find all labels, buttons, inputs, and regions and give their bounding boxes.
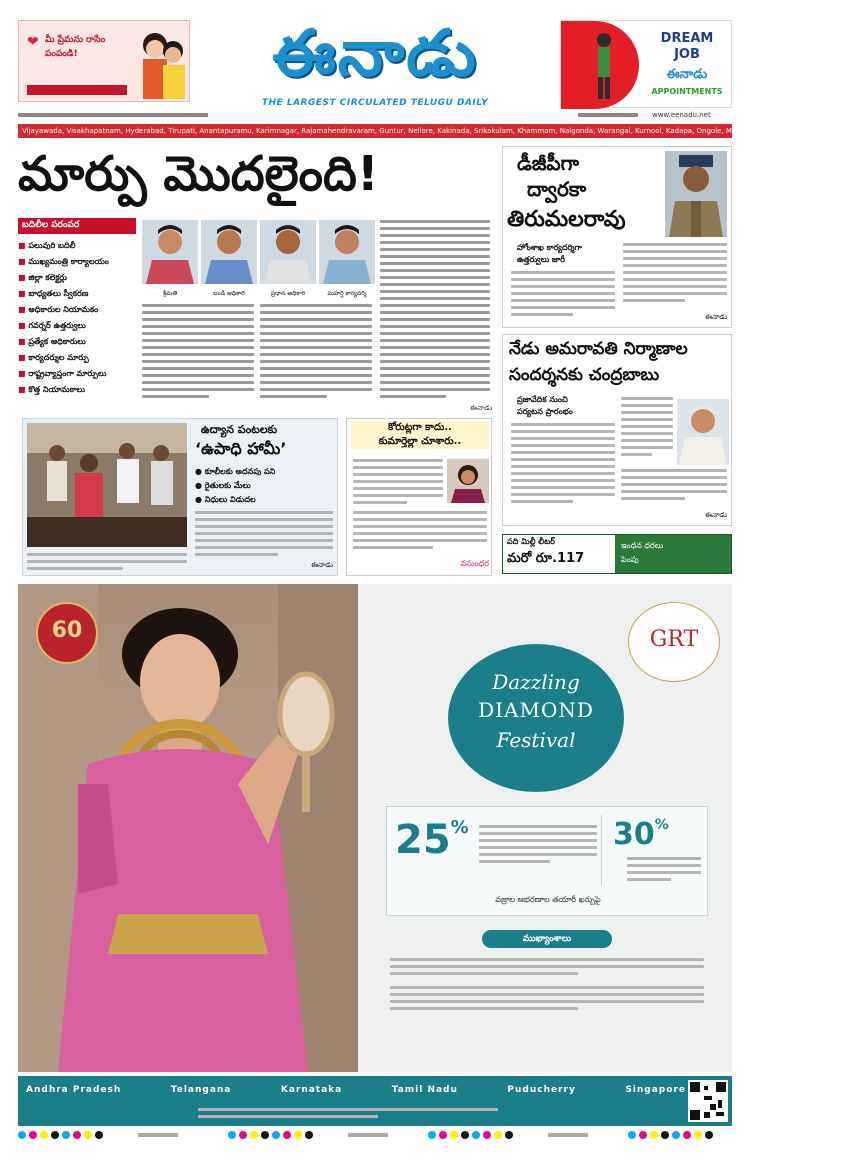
sidebar-item-label: గవర్నర్ ఉత్తర్వులు xyxy=(28,321,86,330)
registration-dot xyxy=(294,1131,302,1139)
registration-dot xyxy=(650,1131,658,1139)
registration-dot xyxy=(472,1131,480,1139)
masthead-title: ఈనాడు xyxy=(272,17,478,91)
region-label: Andhra Pradesh xyxy=(26,1085,122,1095)
sidebar-item xyxy=(18,286,136,302)
sidebar-item-label: బాధ్యతలు స్వీకరణ xyxy=(28,289,89,298)
registration-bar xyxy=(348,1133,388,1137)
official-photo xyxy=(201,220,257,298)
qr-code[interactable] xyxy=(688,1080,728,1122)
horticulture-kicker: ఉద్యాన పంటలకు xyxy=(201,423,278,436)
official-photo xyxy=(319,220,375,298)
column-body-1 xyxy=(353,459,443,508)
dateline-strip xyxy=(18,110,732,120)
horticulture-bullet: ● రైతులకు మేలు xyxy=(195,481,251,490)
amaravati-headline-1: నేడు అమరావతి నిర్మాణాల xyxy=(509,339,688,359)
registration-dot xyxy=(661,1131,669,1139)
price-left xyxy=(503,535,615,573)
registration-bar xyxy=(138,1133,178,1137)
price-note-2: పెంపు xyxy=(621,555,639,564)
festival-circle xyxy=(448,644,624,792)
official-photo xyxy=(260,220,316,298)
registration-dot xyxy=(694,1131,702,1139)
registration-bar xyxy=(548,1133,588,1137)
dgp-photo xyxy=(665,151,727,237)
meeting-photo xyxy=(27,423,187,547)
region-label: Telangana xyxy=(170,1085,232,1095)
registration-dot xyxy=(428,1131,436,1139)
sidebar-item xyxy=(18,254,136,270)
offer-note: వజ్రాల ఆభరణాల తయారీ ఖర్చుపై xyxy=(495,895,601,904)
jewellery-ad[interactable] xyxy=(18,584,732,1072)
photo-caption: శ్రీమతి xyxy=(162,290,178,297)
lead-signoff: ఈనాడు xyxy=(470,404,492,412)
festival-line1: Dazzling xyxy=(492,670,580,694)
horticulture-bullets xyxy=(195,465,335,507)
lead-headline: మార్పు మొదలైంది! xyxy=(18,146,379,202)
dgp-body-2 xyxy=(623,243,727,306)
column-footer-brand: వసుంధర xyxy=(460,559,489,568)
registration-dot xyxy=(250,1131,258,1139)
amaravati-body-1 xyxy=(511,423,615,507)
lead-body-col3 xyxy=(380,220,490,402)
registration-dot xyxy=(51,1131,59,1139)
highlights-box xyxy=(386,930,708,1030)
anniversary-badge xyxy=(36,602,98,664)
person-icon xyxy=(589,31,619,101)
highlights-row2 xyxy=(390,986,704,1014)
price-label-bottom: మరో రూ.117 xyxy=(507,551,585,566)
registration-dot xyxy=(705,1131,713,1139)
sidebar-item xyxy=(18,238,136,254)
price-note-1: ఇంధన ధరలు xyxy=(621,541,664,550)
dgp-signoff: ఈనాడు xyxy=(705,313,727,321)
official-photo xyxy=(142,220,198,298)
cbn-photo xyxy=(677,399,729,465)
lead-body-col2 xyxy=(260,304,372,402)
bullet-icon: ■ xyxy=(18,289,29,298)
photo-caption: బండి అధికారి xyxy=(213,290,245,297)
registration-dot xyxy=(272,1131,280,1139)
heart-icon: ❤ xyxy=(27,34,39,50)
bullet-icon: ■ xyxy=(18,257,29,266)
region-label: Puducherry xyxy=(507,1085,576,1095)
dgp-story xyxy=(502,146,732,328)
left-ad[interactable] xyxy=(18,20,190,102)
sidebar-item-label: అధికారుల నియామకం xyxy=(28,305,99,314)
bullet-icon: ■ xyxy=(18,369,29,378)
left-ad-bar xyxy=(27,85,127,95)
registration-dot xyxy=(73,1131,81,1139)
ad-footer xyxy=(18,1076,732,1126)
column-headline-2: కుమార్తెల్లా చూశారు.. xyxy=(351,435,489,449)
sidebar-list xyxy=(18,238,136,398)
right-ad-dream: DREAM xyxy=(660,31,714,46)
region-label: Singapore xyxy=(625,1085,686,1095)
amaravati-signoff: ఈనాడు xyxy=(705,511,727,519)
lead-photos xyxy=(142,220,374,298)
registration-dot xyxy=(628,1131,636,1139)
dgp-headline-1: డీజీపీగా xyxy=(517,151,580,175)
region-label: Tamil Nadu xyxy=(391,1085,458,1095)
festival-line3: Festival xyxy=(496,728,576,752)
sidebar-item-label: పలువురి బదిలీ xyxy=(28,241,76,250)
registration-dot xyxy=(228,1131,236,1139)
dgp-bullet-1: హోంశాఖ కార్యదర్శిగా xyxy=(517,243,582,252)
registration-dot xyxy=(494,1131,502,1139)
registration-dot xyxy=(95,1131,103,1139)
sidebar-item-label: ముఖ్యమంత్రి కార్యాలయం xyxy=(28,257,109,266)
amaravati-body-2 xyxy=(621,397,673,460)
masthead[interactable] xyxy=(200,8,550,108)
price-label-top: పది మిల్లీ లీటర్ xyxy=(507,537,556,546)
highlights-row1 xyxy=(390,958,704,979)
offer2-percent: 30% xyxy=(613,817,669,852)
registration-strip xyxy=(18,1130,732,1140)
sidebar-item-label: రాష్ట్రవ్యాప్తంగా మార్పులు xyxy=(28,369,107,378)
column-body-2 xyxy=(353,511,487,553)
brand-logo xyxy=(628,602,720,682)
horticulture-signoff: ఈనాడు xyxy=(311,561,333,569)
registration-dot xyxy=(239,1131,247,1139)
photo-caption xyxy=(27,553,187,574)
highlights-title: ముఖ్యాంశాలు xyxy=(482,930,612,948)
sidebar-item-label: కొత్త నియామకాలు xyxy=(28,385,85,394)
offer1-text xyxy=(479,825,597,867)
amaravati-body-3 xyxy=(621,469,727,504)
dgp-body-1 xyxy=(511,271,615,320)
bullet-icon: ■ xyxy=(18,305,29,314)
bullet-icon: ■ xyxy=(18,337,29,346)
offers-box xyxy=(386,806,708,916)
bullet-icon: ■ xyxy=(18,273,29,282)
photo-caption: ప్రధాన అధికారి xyxy=(270,290,306,297)
amaravati-headline-2: సందర్శనకు చంద్రబాబు xyxy=(509,365,660,385)
offer1-percent: 25% xyxy=(395,817,469,863)
brand-text: GRT xyxy=(649,627,699,652)
sidebar-item-label: ప్రత్యేక అధికారులు xyxy=(28,337,86,346)
registration-dot xyxy=(450,1131,458,1139)
sidebar-item xyxy=(18,382,136,398)
dgp-headline-2: ద్వారకా xyxy=(527,177,587,201)
sidebar-item xyxy=(18,302,136,318)
bullet-icon: ■ xyxy=(18,385,29,394)
registration-dot xyxy=(505,1131,513,1139)
registration-dot xyxy=(18,1131,26,1139)
masthead-tagline: THE LARGEST CIRCULATED TELUGU DAILY xyxy=(261,98,489,108)
registration-dot xyxy=(672,1131,680,1139)
registration-dot xyxy=(62,1131,70,1139)
region-list xyxy=(26,1082,686,1098)
sidebar-item xyxy=(18,318,136,334)
woman-photo xyxy=(447,459,489,503)
column-box xyxy=(346,418,492,576)
registration-dot xyxy=(261,1131,269,1139)
right-ad[interactable] xyxy=(560,20,732,108)
registration-dot xyxy=(683,1131,691,1139)
region-label: Karnataka xyxy=(280,1085,343,1095)
bullet-icon: ■ xyxy=(18,321,29,330)
registration-dot xyxy=(439,1131,447,1139)
sidebar-item-label: కార్యదర్శుల మార్పు xyxy=(28,353,89,362)
festival-line2: DIAMOND xyxy=(478,698,594,722)
photo-caption: మహర్షి కార్యదర్శి xyxy=(327,290,367,297)
edition-strip xyxy=(18,124,852,138)
amaravati-bullet-1: ప్రజావేదిక నుంచి xyxy=(517,395,568,404)
anniversary-number: 60 xyxy=(51,618,83,643)
horticulture-story xyxy=(22,418,338,576)
sidebar-item-label: జిల్లా కలెక్టర్లు xyxy=(28,273,67,282)
horticulture-bullet: ● కూలీలకు అదనపు పని xyxy=(195,467,276,476)
registration-dot xyxy=(483,1131,491,1139)
dgp-headline-3: తిరుమలరావు xyxy=(507,207,626,232)
left-ad-text: మీ ప్రేమను రాసేం పంపండి! xyxy=(45,35,106,59)
registration-dot xyxy=(461,1131,469,1139)
bullet-icon: ■ xyxy=(18,353,29,362)
website[interactable]: www.eenadu.net xyxy=(652,111,711,119)
registration-dot xyxy=(639,1131,647,1139)
bullet-icon: ■ xyxy=(18,241,29,250)
lead-body-col1 xyxy=(142,304,254,402)
price-box xyxy=(502,534,732,574)
horticulture-headline: ‘ఉపాధి హామీ’ xyxy=(195,439,287,458)
right-ad-job: JOB xyxy=(674,47,700,62)
horticulture-bullet: ● నిధులు విడుదల xyxy=(195,495,256,504)
registration-dot xyxy=(29,1131,37,1139)
offer2-text xyxy=(627,857,701,885)
registration-dot xyxy=(84,1131,92,1139)
sidebar-item xyxy=(18,350,136,366)
dgp-bullet-2: ఉత్తర్వులు జారీ xyxy=(517,255,566,264)
ad-footer-address xyxy=(198,1108,498,1122)
registration-dot xyxy=(40,1131,48,1139)
amaravati-story xyxy=(502,334,732,526)
registration-dot xyxy=(283,1131,291,1139)
sidebar-item xyxy=(18,366,136,382)
sidebar-item xyxy=(18,334,136,350)
lead-sidebar xyxy=(18,218,136,406)
horticulture-body xyxy=(195,511,333,560)
sidebar-title: బదిలీల పరంపర xyxy=(18,218,136,234)
couple-illustration xyxy=(135,25,189,99)
right-ad-appointments: APPOINTMENTS xyxy=(651,87,723,96)
column-headline-1: కోరుట్లగా కాదు.. xyxy=(351,421,489,435)
registration-dot xyxy=(305,1131,313,1139)
sidebar-item xyxy=(18,270,136,286)
right-ad-brand: ఈనాడు xyxy=(666,67,708,82)
edition-cities: Vijayawada, Visakhapatnam, Hyderabad, Tirupati, Anantapuramu, Karimnagar, Rajamahendravaram, Guntur, Nellore, Kakinada, Srikakulam, Khammam, Nalgonda, Warangal, Kurnool, Kadapa, Ongole, Mahabubnagar, Chennai, Bengaluru xyxy=(22,127,852,135)
amaravati-bullet-2: పర్యటన ప్రారంభం xyxy=(517,407,573,416)
